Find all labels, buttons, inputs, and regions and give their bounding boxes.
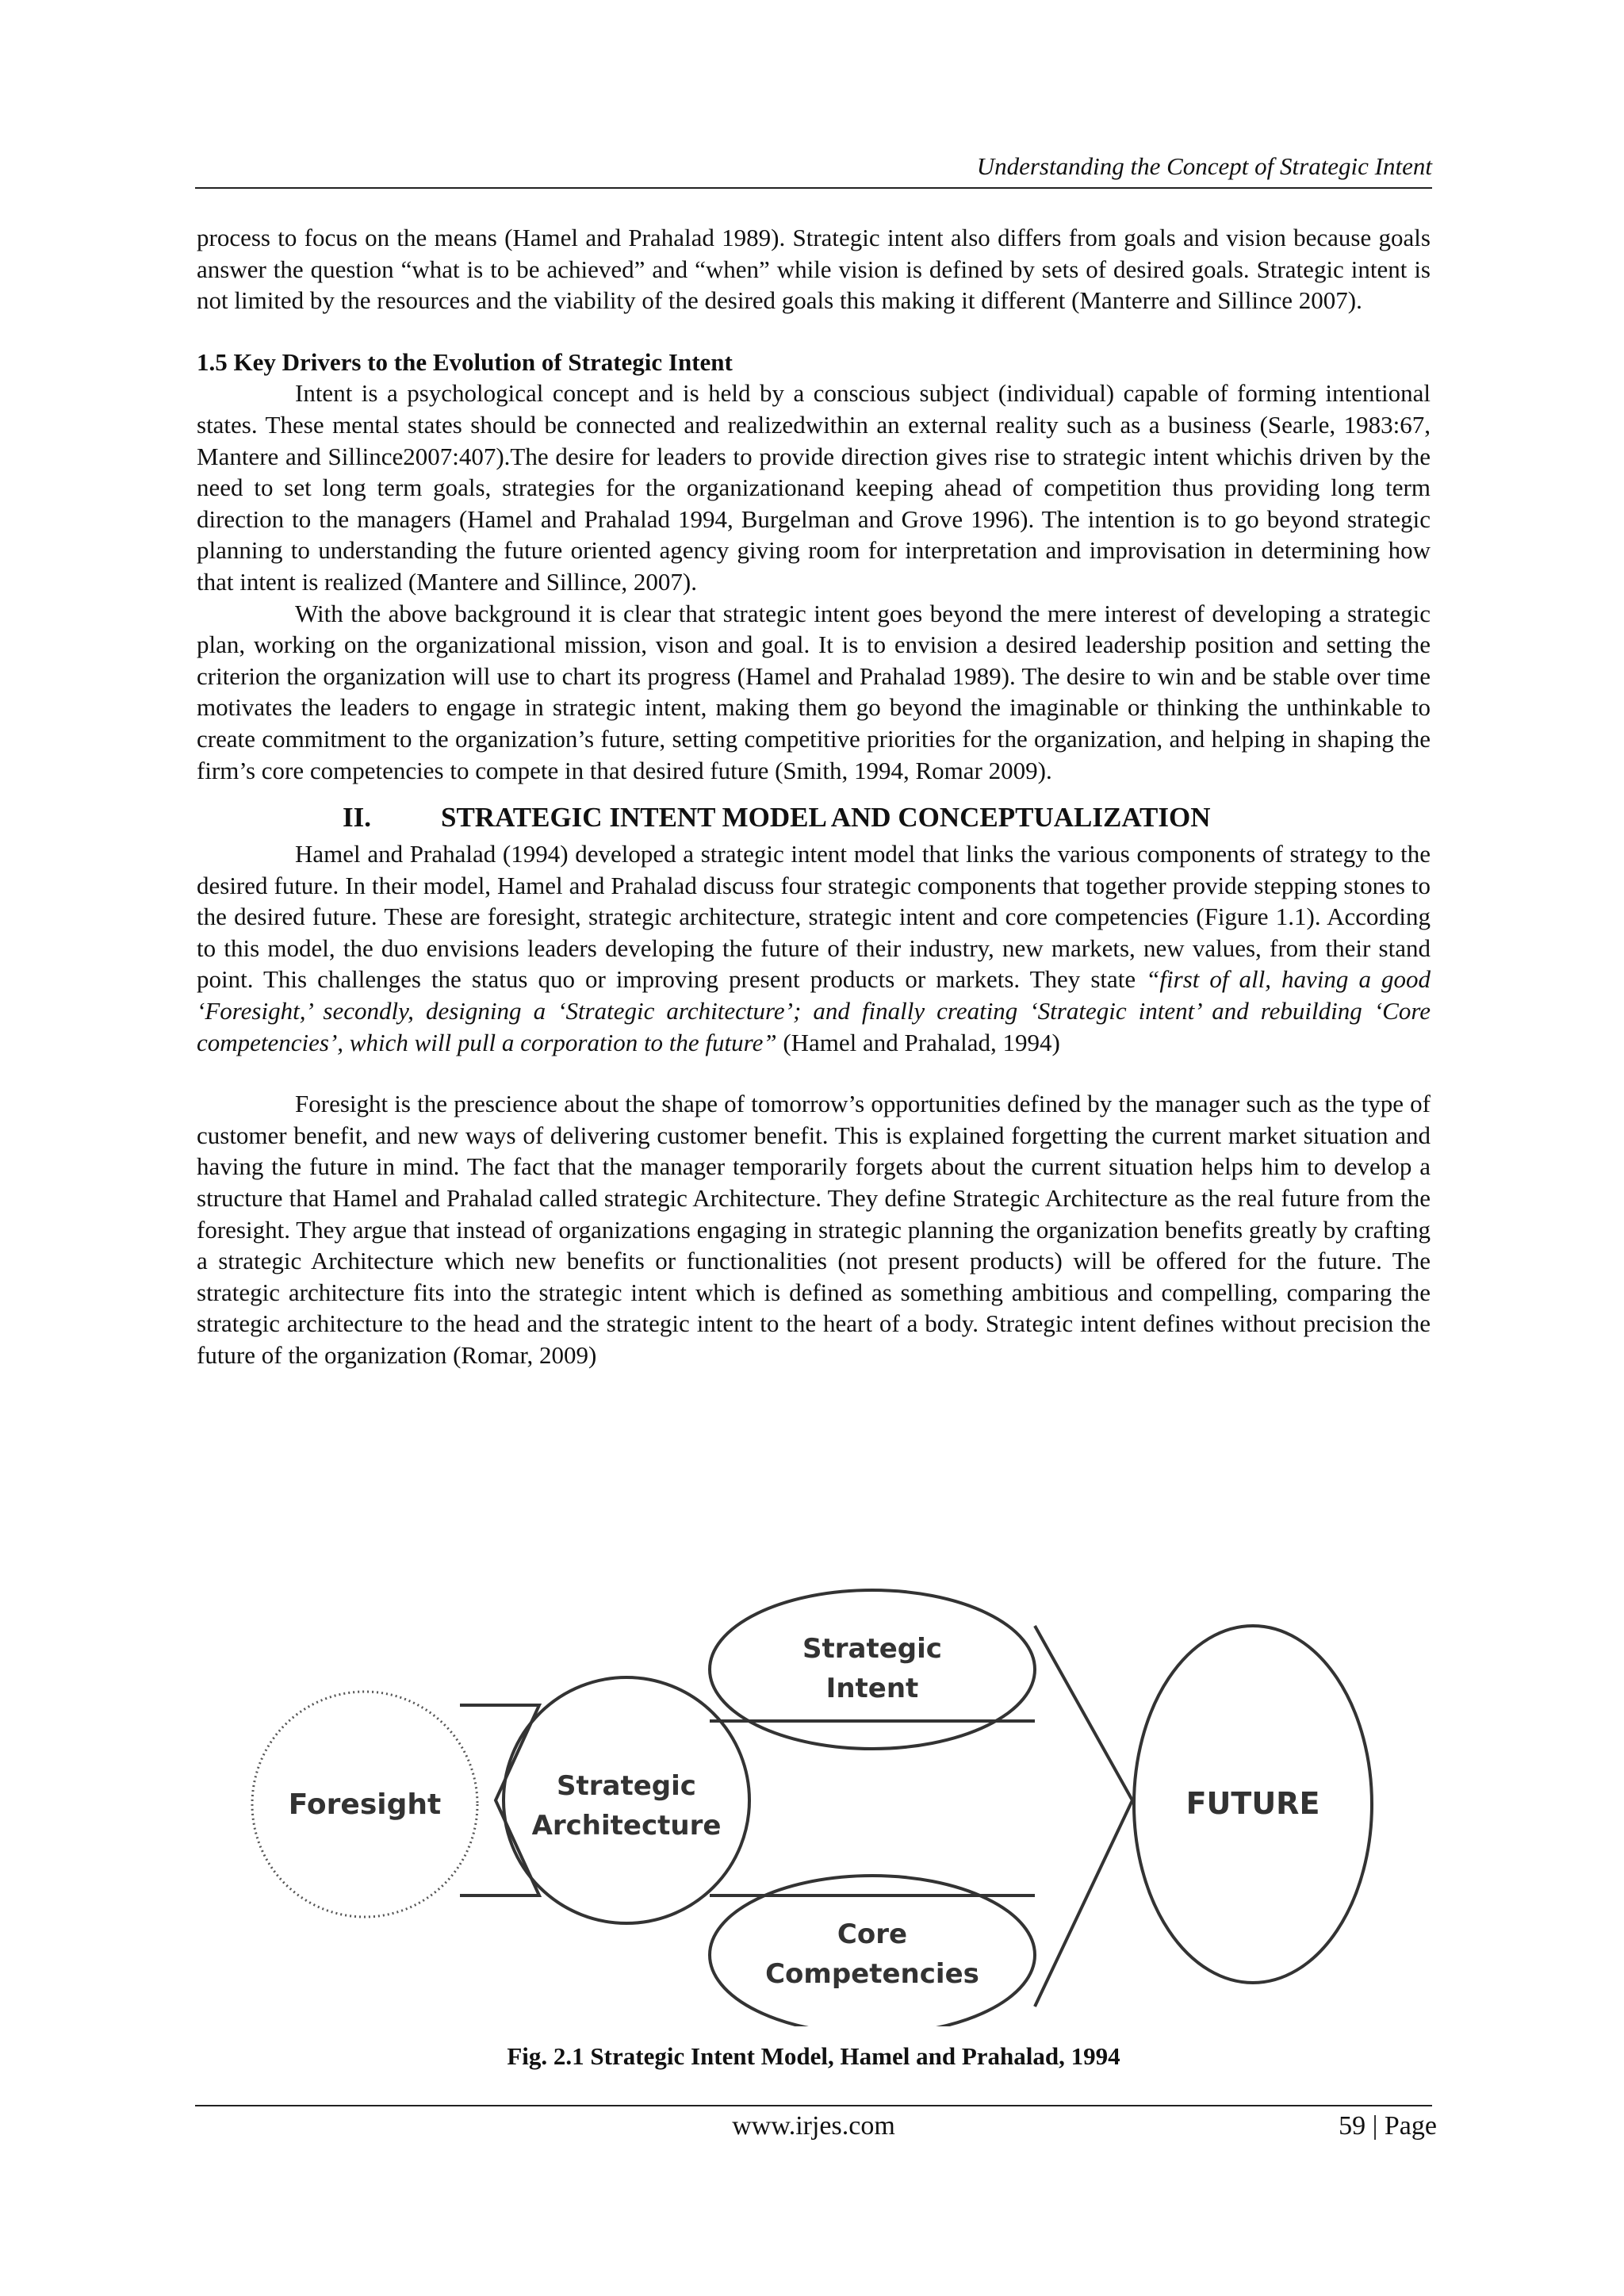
future-label: FUTURE bbox=[1185, 1786, 1320, 1821]
strategic-intent-diagram bbox=[246, 1582, 1475, 1990]
intent-label-1: Strategic bbox=[802, 1633, 942, 1665]
model-text: Hamel and Prahalad (1994) developed a strategic intent model that links the various components of strategy to the desired future. In their model, Hamel and Prahalad discuss four strategic components that together provide stepping stones to the desired future. These are foresight, strategic architecture, strategic intent and core competencies (Figure 1.1). According to this model, the duo envisions leaders developing the future of their industry, new markets, new values, from their stand point. This challenges the status quo or improving present products or markets. They state bbox=[197, 840, 1431, 994]
section-title bbox=[197, 802, 1431, 838]
diagram-svg bbox=[246, 1582, 1475, 2026]
intent-node bbox=[710, 1590, 1035, 1749]
running-header: Understanding the Concept of Strategic Intent bbox=[976, 152, 1432, 180]
core-label-2: Competencies bbox=[765, 1958, 979, 1990]
page-number: 59 | Page bbox=[1339, 2111, 1437, 2141]
core-node bbox=[710, 1876, 1035, 2026]
spacer bbox=[197, 316, 1431, 347]
core-label-1: Core bbox=[837, 1918, 908, 1950]
architecture-label-1: Strategic bbox=[557, 1770, 696, 1802]
footer-rule bbox=[195, 2105, 1432, 2106]
footer-site: www.irjes.com bbox=[732, 2111, 895, 2141]
model-citation: (Hamel and Prahalad, 1994) bbox=[776, 1028, 1060, 1056]
section-heading: STRATEGIC INTENT MODEL AND CONCEPTUALIZATION bbox=[441, 802, 1211, 834]
spacer bbox=[197, 786, 1431, 802]
foresight-label: Foresight bbox=[288, 1788, 442, 1821]
foresight-connector bbox=[460, 1705, 539, 1895]
spacer bbox=[197, 1058, 1431, 1088]
figure-caption: Fig. 2.1 Strategic Intent Model, Hamel and Prahalad, 1994 bbox=[507, 2042, 1120, 2070]
model-quote: “first of all, having a good ‘Foresight,’ secondly, designing a ‘Strategic architecture’; and finally creating ‘Strategic intent’ and rebuilding ‘Core competencies’, which will pull a corporation to the future” bbox=[197, 965, 1431, 1056]
section-number: II. bbox=[343, 802, 371, 834]
paragraph-background: With the above background it is clear that strategic intent goes beyond the mere interest of developing a strategic plan, working on the organizational mission, vison and goal. It is to envision a desired leadership position and setting the criterion the organization will use to chart its progress (Hamel and Prahalad 1989). The desire to win and be stable over time motivates the leaders to engage in strategic intent, making them go beyond the imaginable or thinking the unthinkable to create commitment to the organization’s future, setting competitive priorities for the organization, and helping in shaping the firm’s core competencies to compete in that desired future (Smith, 1994, Romar 2009). bbox=[197, 599, 1431, 784]
paragraph-drivers: Intent is a psychological concept and is held by a conscious subject (individual) capable of forming intentional states. These mental states should be connected and realizedwithin an external reality such as a business (Searle, 1983:67, Mantere and Sillince2007:407).The desire for leaders to provide direction gives rise to strategic intent whichis driven by the need to set long term goals, strategies for the organizationand keeping ahead of competition thus providing long term direction to the managers (Hamel and Prahalad 1994, Burgelman and Grove 1996). The intention is to go beyond strategic planning to understanding the future oriented agency giving room for interpretation and improvisation in determining how that intent is realized (Mantere and Sillince, 2007). bbox=[197, 379, 1431, 596]
paragraph-model bbox=[197, 838, 1431, 1058]
header-rule bbox=[195, 187, 1432, 189]
paragraph-foresight: Foresight is the prescience about the shape of tomorrow’s opportunities defined by the manager such as the type of customer benefit, and new ways of delivering customer benefit. This is explained forgetting the current market situation and having the future in mind. The fact that the manager temporarily forgets about the current situation helps him to develop a structure that Hamel and Prahalad called strategic Architecture. They define Strategic Architecture as the real future from the foresight. They argue that instead of organizations engaging in strategic planning the organization benefits greatly by crafting a strategic Architecture which new benefits or functionalities (not present products) will be offered for the future. The strategic architecture fits into the strategic intent which is defined as something ambitious and compelling, comparing the strategic architecture to the head and the strategic intent to the heart of a body. Strategic intent defines without precision the future of the organization (Romar, 2009) bbox=[197, 1090, 1431, 1369]
future-arrow bbox=[1035, 1626, 1132, 2007]
architecture-label-2: Architecture bbox=[531, 1810, 722, 1842]
subsection-heading: 1.5 Key Drivers to the Evolution of Strategic Intent bbox=[197, 347, 733, 376]
article-body bbox=[197, 222, 1431, 1371]
paragraph-intro: process to focus on the means (Hamel and Prahalad 1989). Strategic intent also differs from goals and vision because goals answer the question “what is to be achieved” and “when” while vision is defined by sets of desired goals. Strategic intent is not limited by the resources and the viability of the desired goals this making it different (Manterre and Sillince 2007). bbox=[197, 224, 1431, 315]
intent-label-2: Intent bbox=[825, 1673, 919, 1704]
